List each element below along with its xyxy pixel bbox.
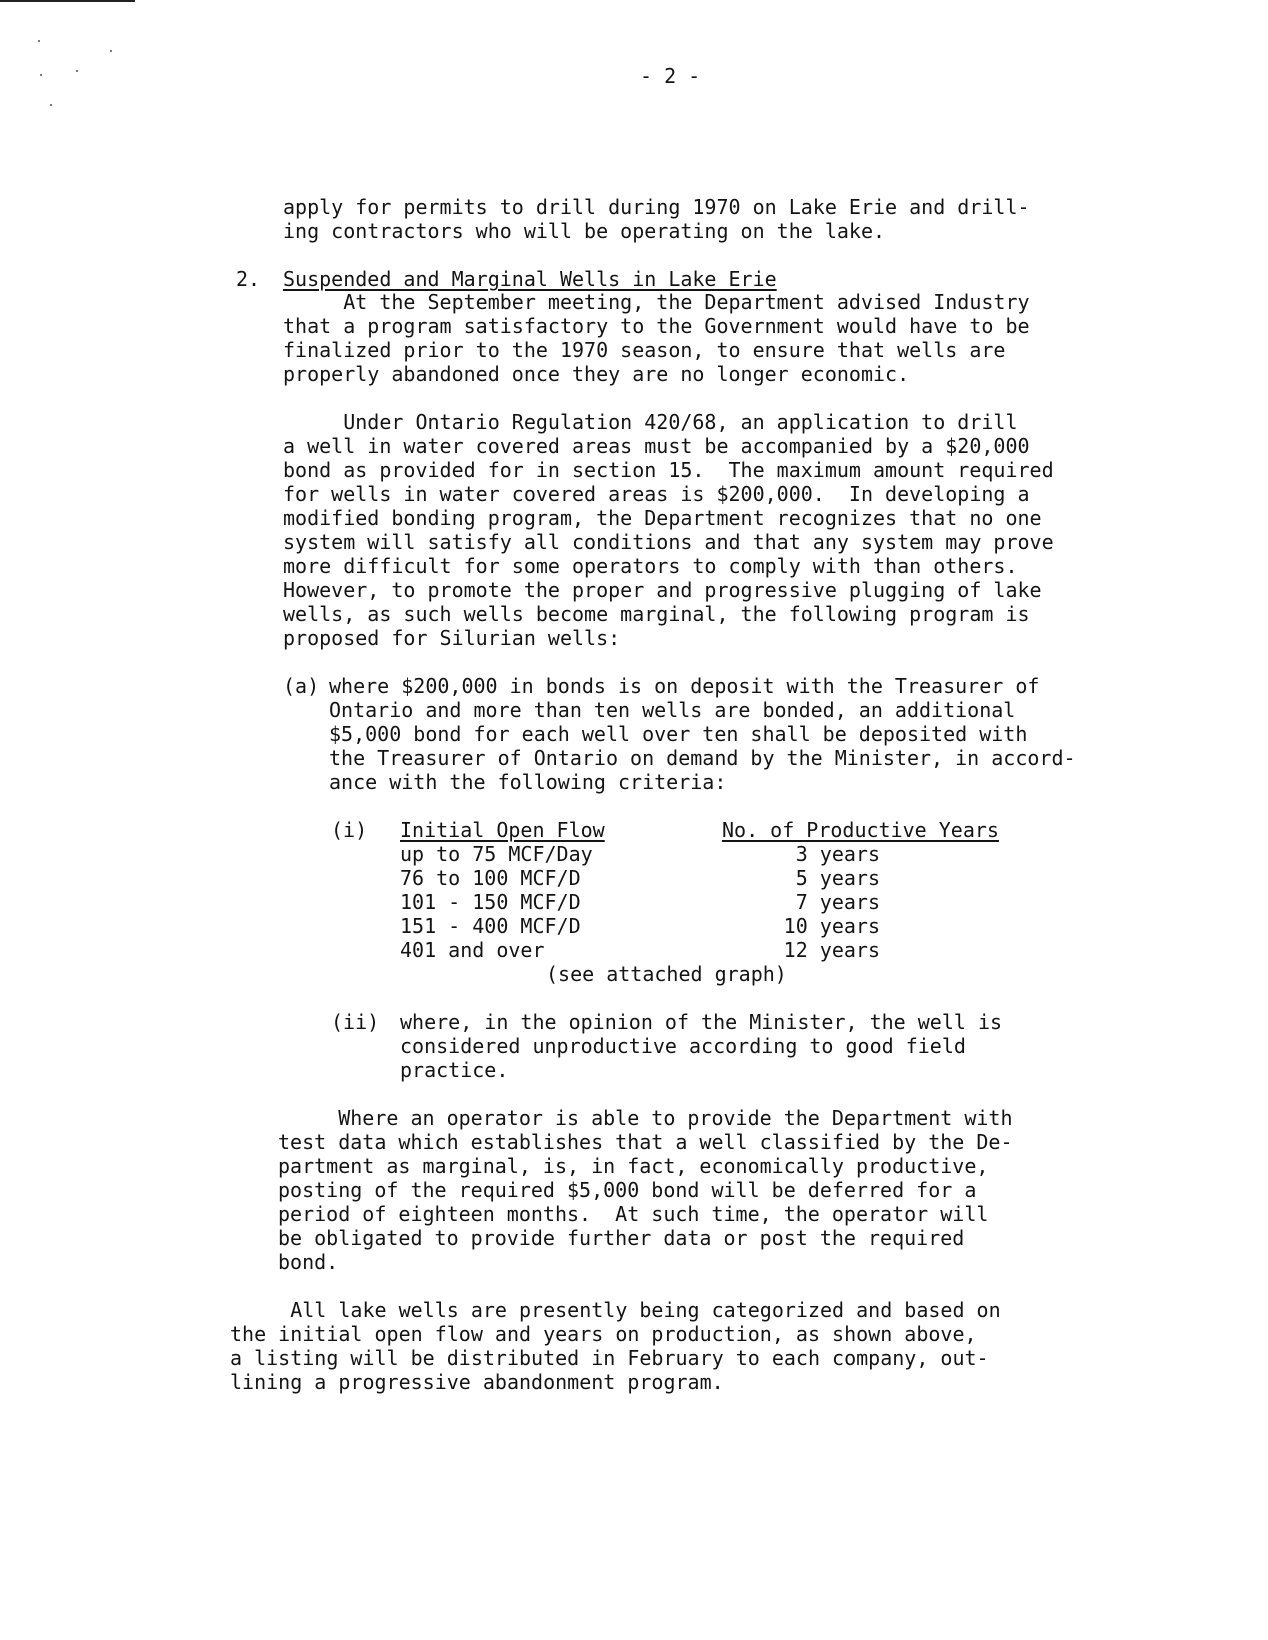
paragraph-line: period of eighteen months. At such time, the operator will [278, 1202, 989, 1226]
list-item-line: where $200,000 in bonds is on deposit with the Treasurer of [329, 674, 1040, 698]
table-cell-years: 10 years [783, 914, 880, 938]
table-cell-flow: 401 and over [400, 938, 545, 962]
paragraph-line: lining a progressive abandonment program. [230, 1370, 724, 1394]
list-item-line: the Treasurer of Ontario on demand by the Minister, in accord- [329, 746, 1076, 770]
table-cell-years: 5 years [795, 866, 880, 890]
paragraph-line: partment as marginal, is, in fact, economically productive, [278, 1154, 989, 1178]
scan-speck [50, 104, 52, 106]
paragraph-line: properly abandoned once they are no longer economic. [283, 362, 910, 386]
list-label-ii: (ii) [331, 1010, 380, 1034]
paragraph-line: modified bonding program, the Department recognizes that no one [283, 506, 1042, 530]
table-cell-years: 7 years [795, 890, 880, 914]
paragraph-line: Where an operator is able to provide the Department with [278, 1106, 1013, 1130]
scan-top-rule [0, 0, 135, 2]
list-label-a: (a) [283, 674, 320, 698]
paragraph-line: bond as provided for in section 15. The maximum amount required [283, 458, 1054, 482]
paragraph-line: finalized prior to the 1970 season, to ensure that wells are [283, 338, 1006, 362]
paragraph-line: All lake wells are presently being categorized and based on [230, 1298, 1001, 1322]
page-number: - 2 - [640, 64, 701, 88]
paragraph-line: that a program satisfactory to the Government would have to be [283, 314, 1030, 338]
paragraph-line: a listing will be distributed in February to each company, out- [230, 1346, 989, 1370]
table-cell-flow: 151 - 400 MCF/D [400, 914, 581, 938]
list-item-line: considered unproductive according to good field [400, 1034, 966, 1058]
table-cell-years: 12 years [783, 938, 880, 962]
paragraph-line: test data which establishes that a well classified by the De- [278, 1130, 1013, 1154]
paragraph-line: At the September meeting, the Department advised Industry [283, 290, 1030, 314]
list-item-line: practice. [400, 1058, 509, 1082]
paragraph-line: Under Ontario Regulation 420/68, an application to drill [283, 410, 1018, 434]
scan-speck [38, 40, 40, 42]
section-heading: Suspended and Marginal Wells in Lake Erie [283, 267, 777, 291]
paragraph-line: posting of the required $5,000 bond will be deferred for a [278, 1178, 977, 1202]
paragraph-line: proposed for Silurian wells: [283, 626, 621, 650]
paragraph-line: a well in water covered areas must be accompanied by a $20,000 [283, 434, 1030, 458]
paragraph-line: However, to promote the proper and progressive plugging of lake [283, 578, 1042, 602]
continuation-line: apply for permits to drill during 1970 on Lake Erie and drill- [283, 195, 1030, 219]
section-number: 2. [236, 267, 261, 291]
table-cell-flow: 101 - 150 MCF/D [400, 890, 581, 914]
list-item-line: ance with the following criteria: [329, 770, 727, 794]
paragraph-line: be obligated to provide further data or post the required [278, 1226, 965, 1250]
table-cell-years: 3 years [795, 842, 880, 866]
table-header-flow: Initial Open Flow [400, 818, 605, 842]
table-header-years: No. of Productive Years [722, 818, 999, 842]
scan-speck [40, 74, 42, 76]
paragraph-line: wells, as such wells become marginal, the following program is [283, 602, 1030, 626]
list-item-line: where, in the opinion of the Minister, the well is [400, 1010, 1003, 1034]
paragraph-line: more difficult for some operators to comply with than others. [283, 554, 1018, 578]
continuation-line: ing contractors who will be operating on the lake. [283, 219, 886, 243]
table-cell-flow: up to 75 MCF/Day [400, 842, 593, 866]
table-note: (see attached graph) [546, 962, 787, 986]
scan-speck [110, 50, 112, 52]
table-cell-flow: 76 to 100 MCF/D [400, 866, 581, 890]
scan-speck [76, 70, 78, 72]
paragraph-line: for wells in water covered areas is $200,000. In developing a [283, 482, 1030, 506]
paragraph-line: system will satisfy all conditions and that any system may prove [283, 530, 1054, 554]
paragraph-line: the initial open flow and years on production, as shown above, [230, 1322, 977, 1346]
paragraph-line: bond. [278, 1250, 339, 1274]
list-item-line: Ontario and more than ten wells are bonded, an additional [329, 698, 1016, 722]
list-label-i: (i) [331, 818, 368, 842]
list-item-line: $5,000 bond for each well over ten shall be deposited with [329, 722, 1028, 746]
